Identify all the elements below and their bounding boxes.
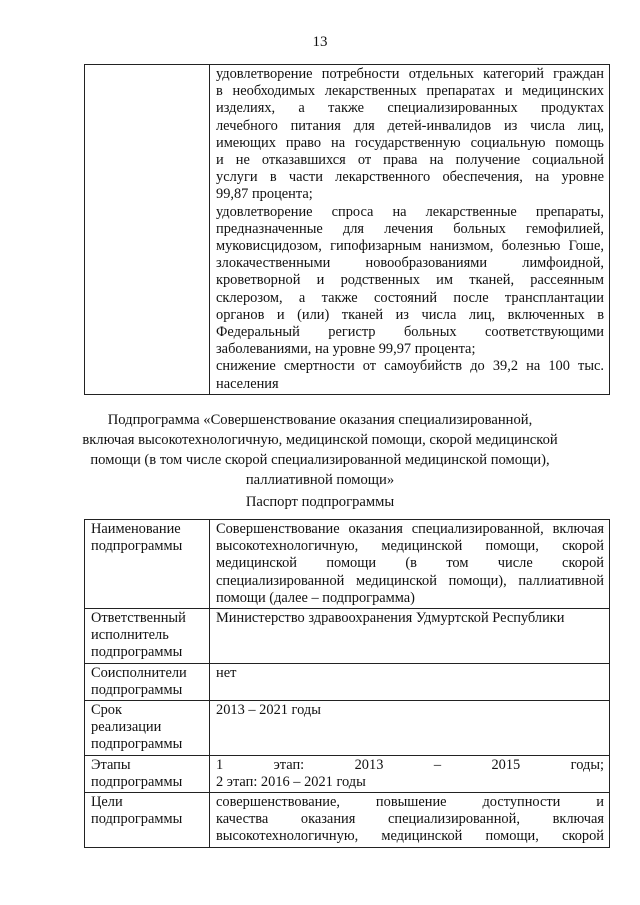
table-row bbox=[85, 701, 610, 756]
passport-label-cell bbox=[85, 609, 210, 664]
passport-value-cell bbox=[210, 793, 610, 848]
label-line: подпрограммы bbox=[91, 736, 183, 753]
text-line: изделиях, а также специализированных продуктах bbox=[216, 100, 604, 117]
label-line: подпрограммы bbox=[91, 773, 183, 790]
label-line: Этапы bbox=[91, 756, 131, 773]
value-line: Министерство здравоохранения Удмуртской Республики bbox=[216, 610, 565, 627]
passport-value-cell bbox=[210, 701, 610, 756]
label-line: подпрограммы bbox=[91, 681, 183, 698]
label-line: исполнитель bbox=[91, 627, 169, 644]
goals-continuation-table bbox=[84, 64, 610, 395]
text-line: кроветворной и родственных им тканей, рассеянным bbox=[216, 272, 604, 289]
text-line: услуги в части лекарственного обеспечения, на уровне bbox=[216, 169, 604, 186]
value-line: 2 этап: 2016 – 2021 годы bbox=[216, 773, 366, 790]
table-row bbox=[85, 65, 610, 395]
heading-line: включая высокотехнологичную, медицинской помощи, скорой медицинской bbox=[82, 432, 558, 448]
passport-label-cell bbox=[85, 663, 210, 700]
text-line: населения bbox=[216, 375, 279, 392]
label-line: реализации bbox=[91, 719, 162, 736]
table-row bbox=[85, 663, 610, 700]
label-line: Ответственный bbox=[91, 610, 186, 627]
label-line: подпрограммы bbox=[91, 811, 183, 828]
page-number: 13 bbox=[312, 34, 328, 50]
value-line: специализированной медицинской помощи), паллиативной bbox=[216, 572, 604, 589]
text-line: 99,87 процента; bbox=[216, 186, 313, 203]
value-line: 2013 – 2021 годы bbox=[216, 702, 321, 719]
text-line: Федеральный регистр больных соответствующими bbox=[216, 324, 604, 341]
text-line: удовлетворение спроса на лекарственные препараты, bbox=[216, 203, 604, 220]
label-line: Соисполнители bbox=[91, 664, 187, 681]
value-line: высокотехнологичную, медицинской помощи, скорой bbox=[216, 538, 604, 555]
label-line: подпрограммы bbox=[91, 644, 183, 661]
text-line: злокачественными новообразованиями лимфоидной, bbox=[216, 255, 604, 272]
passport-label-cell bbox=[85, 701, 210, 756]
label-line: подпрограммы bbox=[91, 538, 183, 555]
value-line: Совершенствование оказания специализированной, включая bbox=[216, 521, 604, 537]
text-line: склерозом, а также состояний после трансплантации bbox=[216, 289, 604, 306]
label-line: Цели bbox=[91, 794, 123, 811]
passport-heading: Паспорт подпрограммы bbox=[245, 494, 395, 510]
passport-label-cell bbox=[85, 793, 210, 848]
text-line: муковисцидозом, гипофизарным нанизмом, болезнью Гоше, bbox=[216, 238, 604, 255]
text-line: и не отказавшихся от права на получение социальной bbox=[216, 152, 604, 169]
text-line: заболеваниями, на уровне 99,97 процента; bbox=[216, 341, 476, 358]
goals-indicators-cell bbox=[210, 65, 610, 395]
text-line: в необходимых лекарственных препаратах и медицинских bbox=[216, 83, 604, 100]
goal-paragraph bbox=[216, 66, 604, 204]
heading-line: паллиативной помощи» bbox=[245, 472, 395, 488]
passport-value-cell bbox=[210, 609, 610, 664]
value-line: качества оказания специализированной, включая bbox=[216, 811, 604, 828]
value-line: высокотехнологичную, медицинской помощи, скорой bbox=[216, 828, 604, 845]
table-row bbox=[85, 793, 610, 848]
passport-table bbox=[84, 519, 610, 848]
goal-paragraph bbox=[216, 358, 604, 392]
table-row bbox=[85, 609, 610, 664]
text-line: имеющих право на государственную социальную помощь bbox=[216, 134, 604, 151]
value-line: совершенствование, повышение доступности и bbox=[216, 794, 604, 811]
table-row bbox=[85, 520, 610, 609]
passport-value-cell bbox=[210, 520, 610, 609]
text-line: лечебного питания для детей-инвалидов из числа лиц, bbox=[216, 117, 604, 134]
empty-label-cell bbox=[85, 65, 210, 395]
passport-label-cell bbox=[85, 520, 210, 609]
passport-value-cell bbox=[210, 755, 610, 792]
goal-paragraph bbox=[216, 204, 604, 359]
label-line: Срок bbox=[91, 702, 122, 719]
text-line: удовлетворение потребности отдельных категорий граждан bbox=[216, 66, 604, 82]
value-line: нет bbox=[216, 664, 237, 681]
text-line: снижение смертности от самоубийств до 39,2 на 100 тыс. bbox=[216, 358, 604, 375]
text-line: органов и (или) тканей из числа лиц, включенных в bbox=[216, 306, 604, 323]
value-line: медицинской помощи (в том числе скорой bbox=[216, 555, 604, 572]
value-line: помощи (далее – подпрограмма) bbox=[216, 589, 415, 606]
heading-line: Подпрограмма «Совершенствование оказания специализированной, bbox=[107, 412, 533, 428]
text-line: предназначенные для лечения больных гемофилией, bbox=[216, 220, 604, 237]
label-line: Наименование bbox=[91, 521, 181, 537]
value-line: 1 этап: 2013 – 2015 годы; bbox=[216, 756, 604, 773]
heading-line: помощи (в том числе скорой специализированной медицинской помощи), bbox=[90, 452, 550, 468]
passport-value-cell bbox=[210, 663, 610, 700]
table-row bbox=[85, 755, 610, 792]
subprogram-heading bbox=[0, 410, 640, 490]
passport-label-cell bbox=[85, 755, 210, 792]
